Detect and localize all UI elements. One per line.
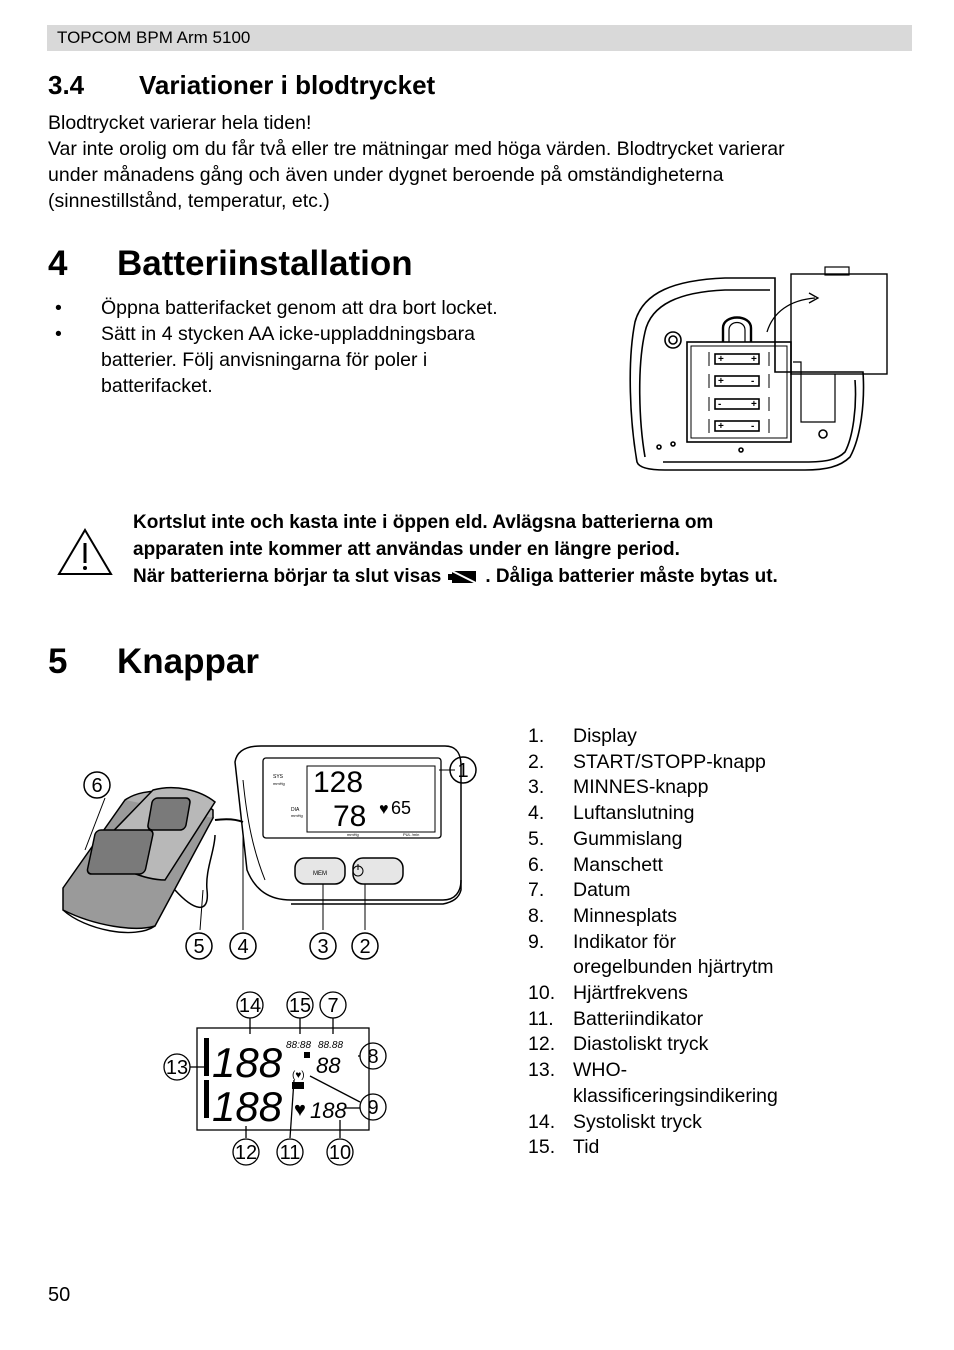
paragraph-line: under månadens gång och även under dygnet beroende på omständigheterna [48,164,724,186]
lcd-pulse-digits: 188 [310,1098,347,1123]
svg-text:+: + [718,421,724,432]
callout-13: 13 [165,1057,189,1079]
bullet-symbol: • [55,297,62,319]
section-4-bullets [55,295,595,405]
section-3-4-title: Variationer i blodtrycket [139,70,436,100]
lcd-date-digits: 88.88 [318,1040,344,1051]
callout-2: 2 [359,936,371,958]
lcd-memory-digits: 88 [316,1053,341,1078]
bullet-symbol: • [55,323,62,345]
svg-text:+: + [718,376,724,387]
lcd-pulse-value: 65 [391,798,412,818]
header-title: TOPCOM BPM Arm 5100 [57,28,251,47]
warning-line [133,563,923,590]
lcd-diastolic-value: 78 [333,800,367,833]
section-5-number: 5 [48,642,68,681]
lcd-sys-label: SYS [273,774,284,780]
lcd-brand-label: mmHg [347,832,359,837]
lcd-systolic-value: 128 [313,766,364,799]
lcd-mmhg-label: mmHg [273,781,285,786]
paragraph-line: Blodtrycket varierar hela tiden! [48,112,312,134]
running-header [47,25,912,51]
svg-text:-: - [751,376,755,387]
mem-button-label: MEM [313,871,327,877]
warning-line-start: När batterierna börjar ta slut visas [133,566,442,587]
callout-14: 14 [238,995,262,1017]
paragraph-line: Var inte orolig om du får två eller tre mätningar med höga värden. Blodtrycket varierar [48,138,785,160]
callout-12: 12 [234,1142,258,1164]
callout-4: 4 [237,936,249,958]
warning-line-end: . Dåliga batterier måste bytas ut. [485,566,778,587]
warning-triangle-icon [56,527,114,577]
callout-9: 9 [367,1097,379,1119]
bullet-line: batterifacket. [101,375,213,397]
callout-1: 1 [457,760,469,782]
svg-text:+: + [751,399,757,410]
lcd-systolic-digits: 188 [212,1039,283,1086]
battery-compartment-illustration [625,262,895,474]
callout-8: 8 [367,1046,379,1068]
section-4-number: 4 [48,244,68,283]
paragraph-line: (sinnestillstånd, temperatur, etc.) [48,190,330,212]
warning-line: Kortslut inte och kasta inte i öppen eld. Avlägsna batterierna om [133,512,714,533]
svg-text:-: - [751,421,755,432]
callout-11: 11 [279,1142,301,1164]
callout-5: 5 [193,936,205,958]
low-battery-icon [441,567,485,585]
section-3-4-body [48,110,918,214]
section-5-title: Knappar [117,642,259,681]
irregular-heartbeat-icon: (♥) [292,1070,305,1081]
lcd-diastolic-digits: 188 [212,1083,283,1130]
callout-7: 7 [327,995,339,1017]
bullet-line: Sätt in 4 stycken AA icke-uppladdningsbara [101,323,475,345]
lcd-dia-label: DIA [291,807,300,813]
lcd-pul-label: PUL /min [403,832,420,837]
section-3-4-number: 3.4 [48,70,85,100]
section-4-title: Batteriinstallation [117,244,413,283]
bullet-line: batterier. Följ anvisningarna för poler i [101,349,428,371]
heart-icon: ♥ [379,801,389,818]
lcd-mmhg-label: mmHg [291,813,303,818]
svg-text:+: + [718,354,724,365]
device-illustration [55,740,495,970]
svg-text:+: + [751,354,757,365]
warning-line: apparaten inte kommer att användas under en längre period. [133,539,680,560]
heart-icon: ♥ [294,1099,306,1121]
callout-3: 3 [317,936,329,958]
callout-10: 10 [328,1142,352,1164]
svg-text:-: - [718,399,722,410]
bullet-line: Öppna batterifacket genom att dra bort locket. [101,297,498,319]
callout-6: 6 [91,775,103,797]
lcd-time-digits: 88:88 [286,1040,312,1051]
lcd-segments-illustration [160,988,400,1170]
warning-text [133,509,923,590]
button-list: 1. Display 2. START/STOPP-knapp 3. MINNES-knapp 4. Luftanslutning 5. Gummislang 6. Manschett 7. Datum 8. Minnesplats 9. Indikator för oregelbunden hjärtrytm 10. Hjärtfrekvens 11. Batteriindikator 12. Diastoliskt tryck 13. WHO- klassificeringsindikering 14. Systoliskt tryck 15. Tid [528,725,778,1159]
callout-15: 15 [288,995,312,1017]
page-number: 50 [48,1284,71,1306]
